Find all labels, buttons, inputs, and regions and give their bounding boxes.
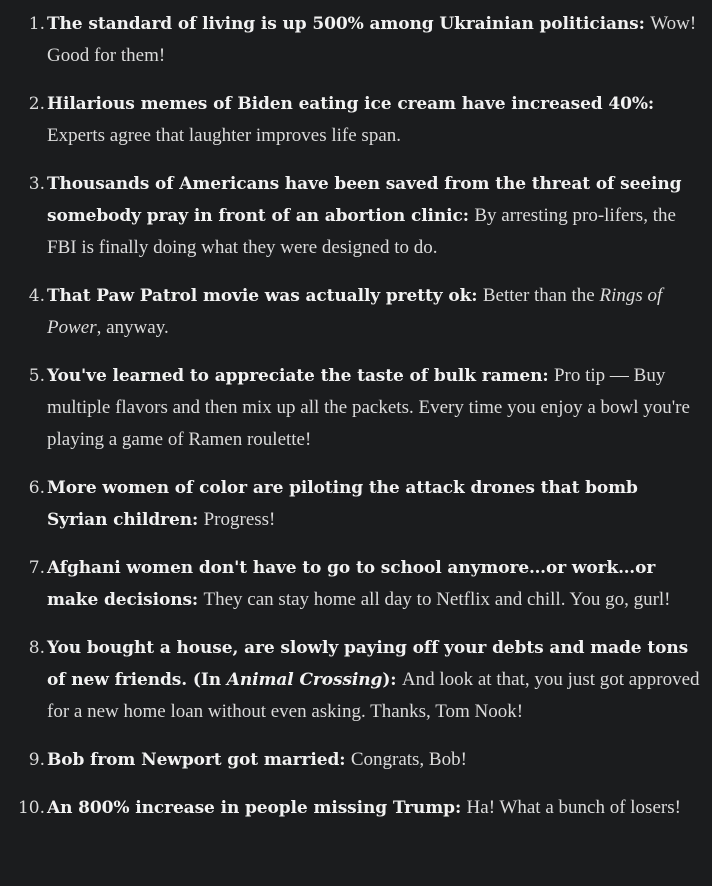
item-heading: An 800% increase in people missing Trump: bbox=[47, 798, 462, 818]
item-body: Experts agree that laughter improves life span. bbox=[47, 125, 402, 146]
item-heading: Afghani women don't have to go to school anymore…or work…or make decisions: bbox=[47, 558, 656, 610]
item-number: 7. bbox=[28, 558, 45, 578]
item-number: 8. bbox=[28, 638, 45, 658]
item-body-italic: Rings of Power bbox=[47, 285, 663, 338]
item-number: 10. bbox=[17, 798, 45, 818]
item-number: 2. bbox=[28, 94, 45, 114]
list-item bbox=[0, 552, 712, 616]
list-item bbox=[0, 8, 712, 72]
list-item bbox=[0, 472, 712, 536]
list-item bbox=[0, 792, 712, 824]
item-number: 4. bbox=[28, 286, 45, 306]
list-item bbox=[0, 360, 712, 456]
item-heading: Bob from Newport got married: bbox=[47, 750, 346, 770]
item-body: Ha! What a bunch of losers! bbox=[466, 797, 681, 818]
item-body: Wow! Good for them! bbox=[47, 13, 697, 66]
item-body: Progress! bbox=[203, 509, 276, 530]
item-heading: That Paw Patrol movie was actually pretty ok: bbox=[47, 286, 478, 306]
list-item bbox=[0, 744, 712, 776]
item-body: They can stay home all day to Netflix and chill. You go, gurl! bbox=[203, 589, 671, 610]
item-heading: More women of color are piloting the attack drones that bomb Syrian children: bbox=[47, 478, 638, 530]
item-number: 3. bbox=[28, 174, 45, 194]
item-heading-text: You bought a house, are slowly paying off your debts and made tons of new friends. (In bbox=[47, 638, 689, 690]
item-body-text: , anyway. bbox=[96, 317, 169, 338]
item-heading-italic: Animal Crossing bbox=[226, 670, 383, 690]
numbered-list bbox=[0, 8, 712, 840]
list-item bbox=[0, 632, 712, 728]
item-body: Pro tip — Buy multiple flavors and then mix up all the packets. Every time you enjoy a bowl you're playing a game of Ramen roulette! bbox=[47, 365, 690, 450]
item-number: 9. bbox=[28, 750, 45, 770]
item-heading: You've learned to appreciate the taste of bulk ramen: bbox=[47, 366, 549, 386]
item-heading-text: ): bbox=[382, 670, 397, 690]
list-item bbox=[0, 280, 712, 344]
item-body: Congrats, Bob! bbox=[350, 749, 467, 770]
item-number: 1. bbox=[28, 14, 45, 34]
item-heading: Thousands of Americans have been saved from the threat of seeing somebody pray in front of an abortion clinic: bbox=[47, 174, 682, 226]
item-body-text: Better than the bbox=[482, 285, 595, 306]
item-body: And look at that, you just got approved for a new home loan without even asking. Thanks, Tom Nook! bbox=[47, 669, 700, 722]
item-number: 5. bbox=[28, 366, 45, 386]
item-heading: The standard of living is up 500% among Ukrainian politicians: bbox=[47, 14, 645, 34]
item-heading: Hilarious memes of Biden eating ice cream have increased 40%: bbox=[47, 94, 655, 114]
list-item bbox=[0, 168, 712, 264]
item-number: 6. bbox=[28, 478, 45, 498]
list-item bbox=[0, 88, 712, 152]
item-body: By arresting pro-lifers, the FBI is finally doing what they were designed to do. bbox=[47, 205, 676, 258]
